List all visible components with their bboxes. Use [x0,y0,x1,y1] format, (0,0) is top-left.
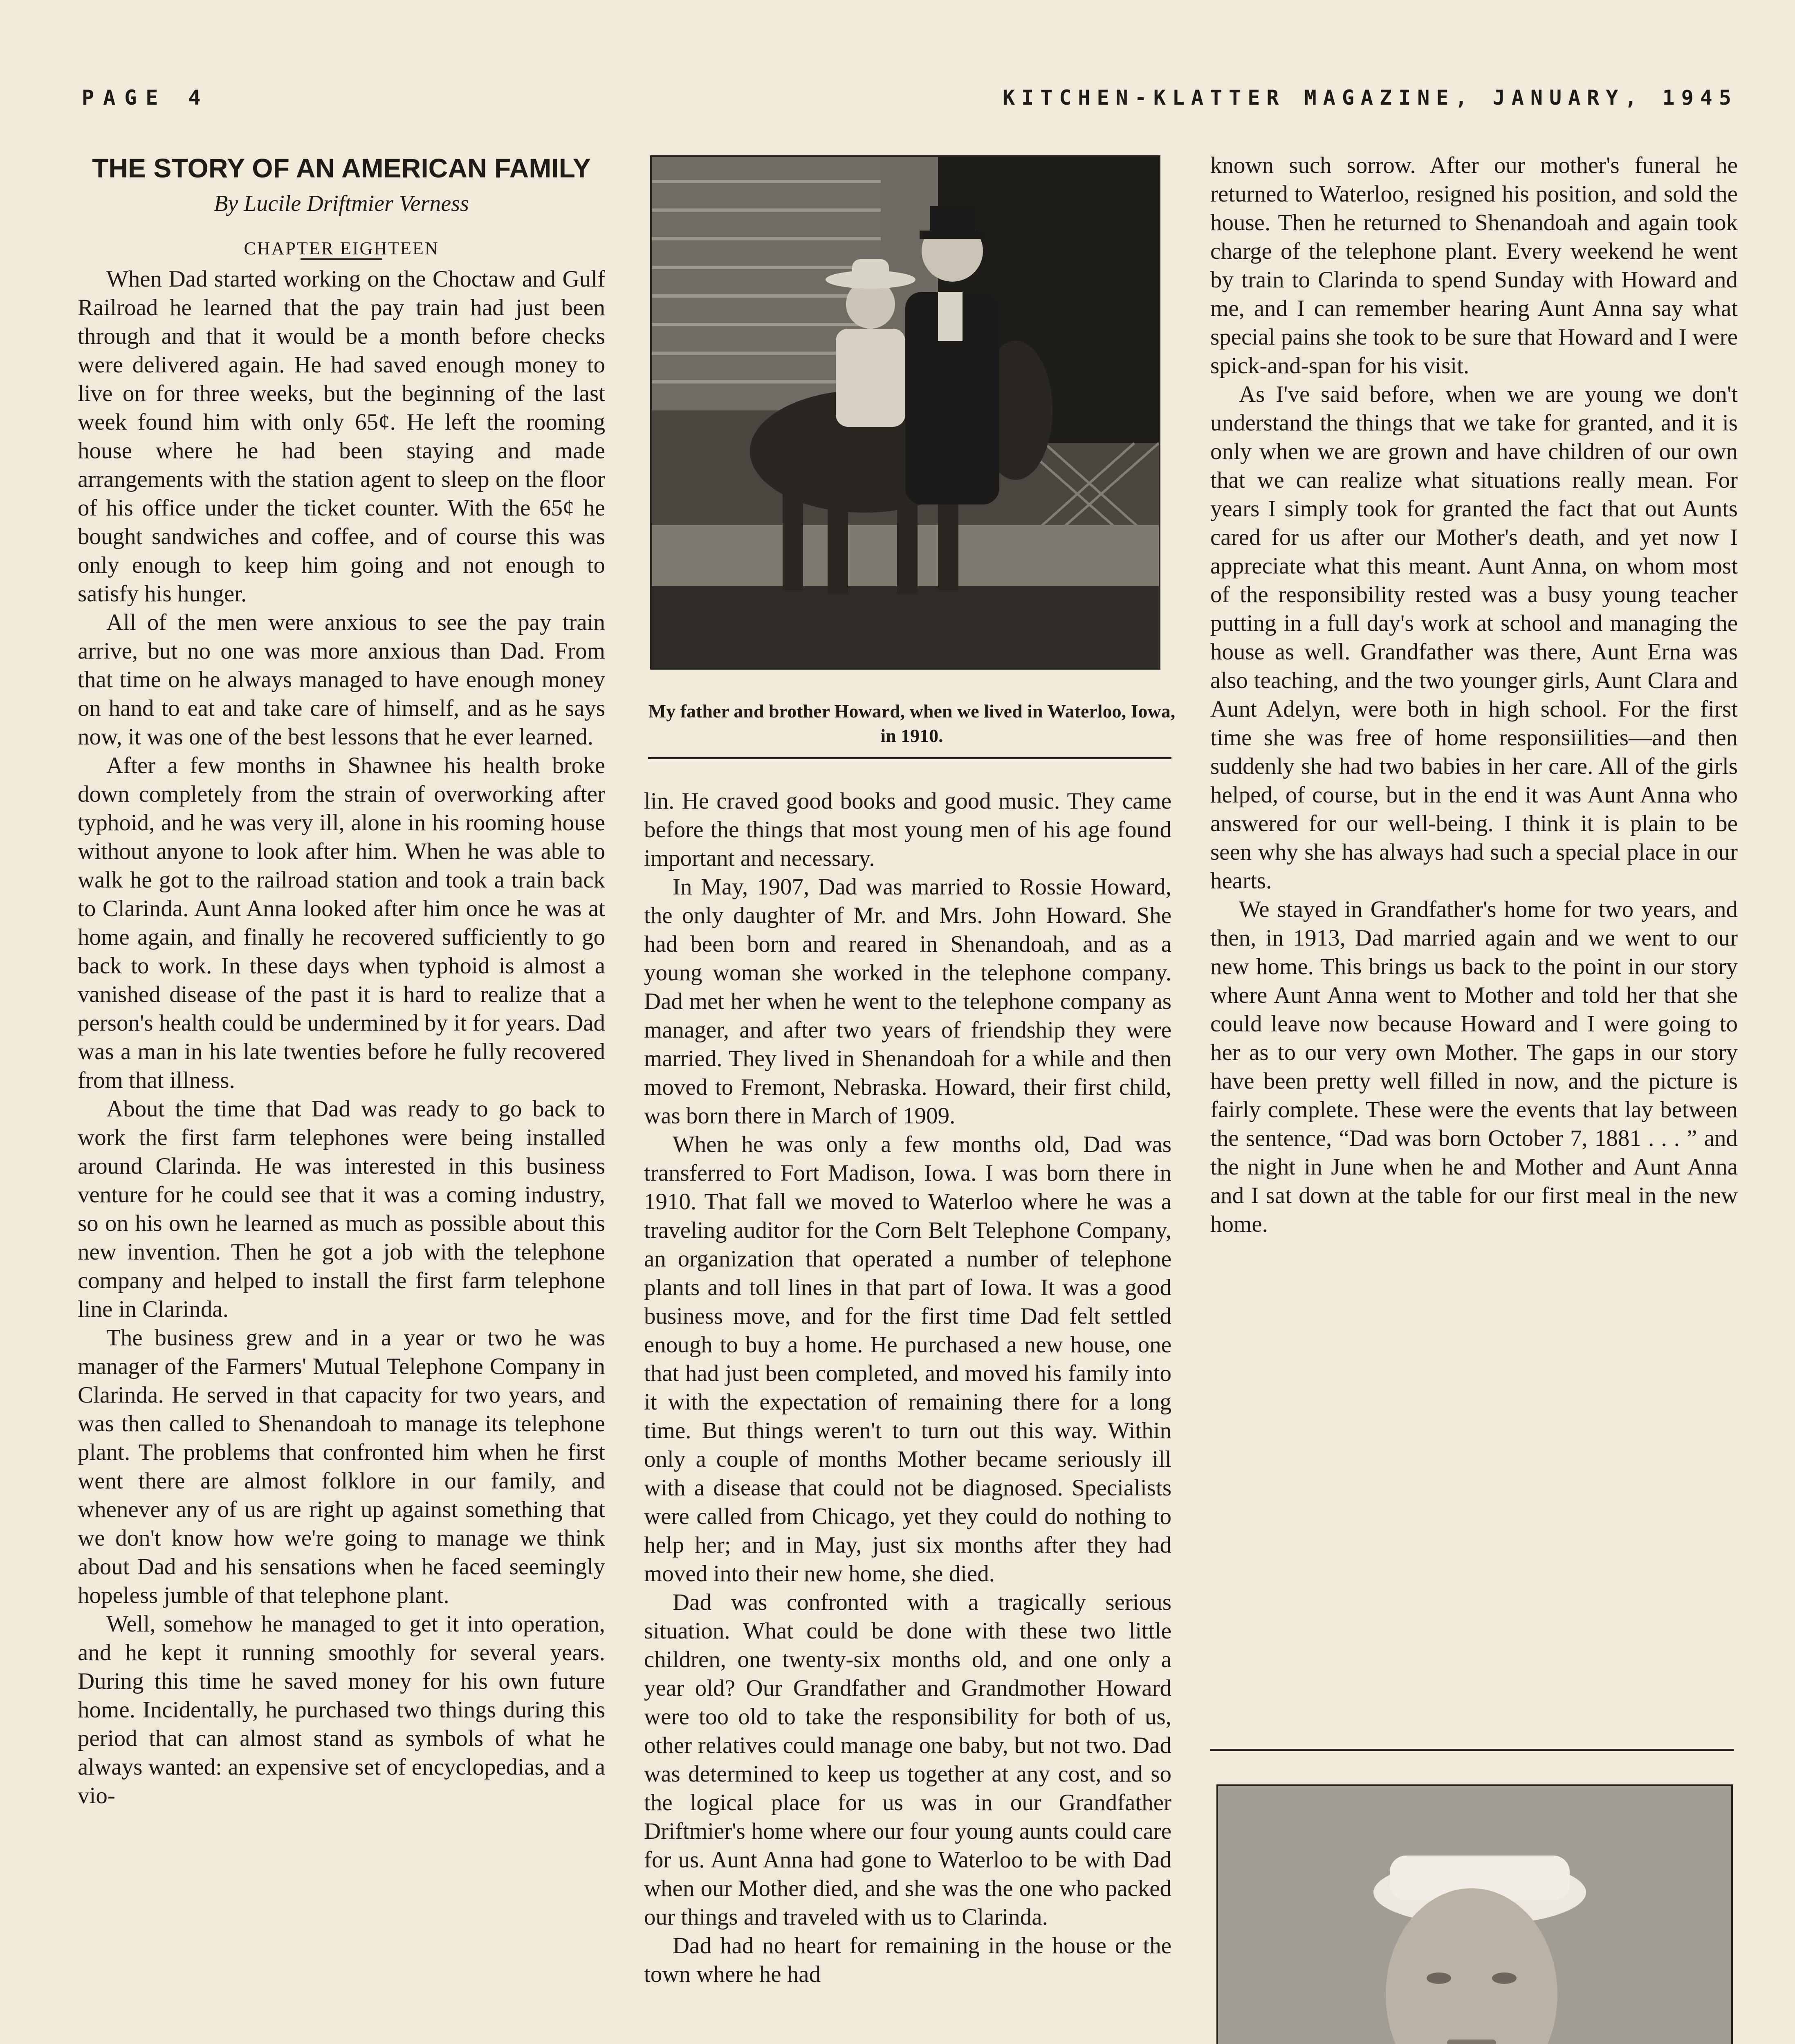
magazine-title-date: KITCHEN-KLATTER MAGAZINE, JANUARY, 1945 [1003,86,1738,110]
column-end-rule [1210,1749,1734,1751]
photo-caption-top: My father and brother Howard, when we lived in Waterloo, Iowa, in 1910. [648,701,1176,746]
article-column-2 [644,787,1171,1989]
photo-father-and-howard-image [652,157,1159,668]
photo-budd-nelson [1216,1784,1733,2044]
article-column-3 [1210,151,1738,1239]
paragraph: known such sorrow. After our mother's funeral he returned to Waterloo, resigned his position, and sold the house. Then he returned to Shenandoah and again took charge of the telephone plant. Every weekend he went by train to Clarinda to spend Sunday with Howard and me, and I can remember hearing Aunt Anna say what special pains she took to be sure that Howard and I were spick-and-span for his visit. [1210,152,1738,379]
paragraph: lin. He craved good books and good music. They came before the things that most young men of his age found important and necessary. [644,788,1171,871]
paragraph: We stayed in Grandfather's home for two years, and then, in 1913, Dad married again and we went to our new home. This brings us back to the point in our story where Aunt Anna went to Mother and told her that she could leave now because Howard and I were going to her as to our very own Mother. The gaps in our story have been pretty well filled in now, and the picture is fairly complete. These were the events that lay between the sentence, “Dad was born October 7, 1881 . . . ” and the night in June when he and Mother and Aunt Anna and I sat down at the table for our first meal in the new home. [1210,896,1738,1237]
article-title: THE STORY OF AN AMERICAN FAMILY [92,153,591,183]
paragraph: All of the men were anxious to see the pay train arrive, but no one was more anxious than Dad. From that time on he always managed to have enough money on hand to eat and take care of himself, and as he says now, it was one of the best lessons that he ever learned. [78,610,605,750]
running-head [82,86,1738,119]
article-byline: By Lucile Driftmier Verness [214,191,469,216]
chapter-heading: CHAPTER EIGHTEEN [244,238,439,258]
caption-rule-top [648,757,1171,759]
paragraph: When Dad started working on the Choctaw and Gulf Railroad he learned that the pay train had just been through and that it would be a month before checks were delivered again. He had saved enough money to live on for three weeks, but the beginning of the last week found him with only 65¢. He left the rooming house where he had been staying and made arrangements with the station agent to sleep on the floor of his office under the ticket counter. With the 65¢ he bought sandwiches and coffee, and of course this was only enough to keep him going and not enough to satisfy his hunger. [78,266,605,607]
paragraph: In May, 1907, Dad was married to Rossie Howard, the only daughter of Mr. and Mrs. John Howard. She had been born and reared in Shenandoah, and as a young woman she worked in the telephone company. Dad met her when he went to the telephone company as manager, and after two years of friendship they were married. They lived in Shenandoah for a while and then moved to Fremont, Nebraska. Howard, their first child, was born there in March of 1909. [644,874,1171,1129]
paragraph: Dad was confronted with a tragically serious situation. What could be done with these two little children, one twenty-six months old, and one only a year old? Our Grandfather and Grandmother Howard were too old to take the responsibility for both of us, other relatives could manage one baby, but not two. Dad was determined to keep us together at any cost, and so the logical place for us was in our Grandfather Driftmier's home where our four young aunts could care for us. Aunt Anna had gone to Waterloo to be with Dad when our Mother died, and she was the one who packed our things and traveled with us to Clarinda. [644,1589,1171,1930]
paragraph: Dad had no heart for remaining in the house or the town where he had [644,1933,1171,1987]
paragraph: When he was only a few months old, Dad was transferred to Fort Madison, Iowa. I was born there in 1910. That fall we moved to Waterloo where he was a traveling auditor for the Corn Belt Telephone Company, an organization that operated a number of telephone plants and toll lines in that part of Iowa. It was a good business move, and for the first time Dad felt settled enough to buy a home. He purchased a new house, one that had just been completed, and moved his family into it with the expectation of remaining there for a long time. But things weren't to turn out this way. Within only a couple of months Mother became seriously ill with a disease that could not be diagnosed. Specialists were called from Chicago, yet they could do nothing to help her; and in May, just six months after they had moved into their new home, she died. [644,1132,1171,1587]
paragraph: After a few months in Shawnee his health broke down completely from the strain of overworking after typhoid, and he was very ill, alone in his rooming house without anyone to look after him. When he was able to walk he got to the railroad station and took a train back to Clarinda. Aunt Anna looked after him once he was at home again, and finally he recovered sufficiently to go back to work. In these days when typhoid is almost a vanished disease of the past it is hard to realize that a person's health could be undermined by it for years. Dad was a man in his late twenties before he fully recovered from that illness. [78,753,605,1093]
paragraph: Well, somehow he managed to get it into operation, and he kept it running smoothly for several years. During this time he saved money for his own future home. Incidentally, he purchased two things during this period that can almost stand as symbols of what he always wanted: an expensive set of encyclopedias, and a vio- [78,1611,605,1809]
photo-father-and-howard [650,155,1160,670]
page-number: PAGE 4 [82,86,210,110]
paragraph: The business grew and in a year or two he was manager of the Farmers' Mutual Telephone Company in Clarinda. He served in that capacity for two years, and was then called to Shenandoah to manage its telephone plant. The problems that confronted him when he first went there are almost folklore in our family, and whenever any of us are right up against something that we don't know how we're going to manage we think about Dad and his sensations when he faced seemingly hopeless jumble of that telephone plant. [78,1325,605,1608]
paragraph: About the time that Dad was ready to go back to work the first farm telephones were being installed around Clarinda. He was interested in this business venture for he could see that it was a coming industry, so on his own he learned as much as possible about this new invention. Then he got a job with the telephone company and helped to install the first farm telephone line in Clarinda. [78,1096,605,1322]
article-column-1 [78,151,605,1810]
photo-budd-nelson-image [1218,1786,1731,2044]
paragraph: As I've said before, when we are young we don't understand the things that we take for granted, and it is only when we are grown and have children of our own that we can realize what situations really mean. For years I simply took for granted the fact that out Aunts cared for us after our Mother's death, and yet now I appreciate what this meant. Aunt Anna, on whom most of the responsibility rested was a busy young teacher putting in a full day's work at school and managing the house as well. Grandfather was there, Aunt Erna was also teaching, and the two younger girls, Aunt Clara and Aunt Adelyn, were both in high school. For the first time she was free of home responsiilities—and then suddenly she had two babies in her care. All of the girls helped, of course, but in the end it was Aunt Anna who answered for our well-being. I think it is plain to be seen why she has always had such a special place in our hearts. [1210,381,1738,894]
